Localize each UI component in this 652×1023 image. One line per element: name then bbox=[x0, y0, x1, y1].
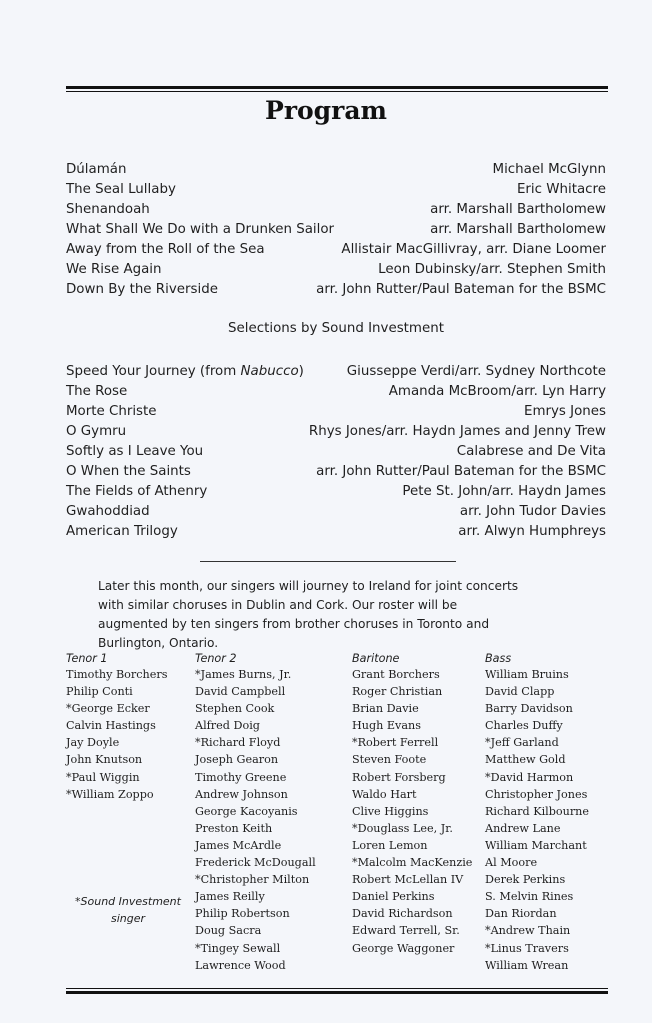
divider bbox=[200, 561, 456, 562]
singer-name: Jay Doyle bbox=[66, 736, 120, 750]
singer-name: Andrew Lane bbox=[485, 821, 561, 835]
singer-name: Al Moore bbox=[485, 856, 538, 870]
singer-name: *William Zoppo bbox=[66, 787, 154, 801]
singer-name: Stephen Cook bbox=[195, 702, 275, 716]
composer: arr. Marshall Bartholomew bbox=[430, 222, 606, 237]
singer-name: William Marchant bbox=[485, 838, 587, 852]
singer-name: Christopher Jones bbox=[485, 787, 588, 801]
singer-name: Loren Lemon bbox=[352, 838, 428, 852]
singer-name: William Wrean bbox=[485, 958, 569, 972]
composer: Leon Dubinsky/arr. Stephen Smith bbox=[378, 262, 606, 277]
singer-name: Robert McLellan IV bbox=[352, 873, 464, 887]
singer-name: Steven Foote bbox=[352, 753, 427, 767]
singer-name: Philip Robertson bbox=[195, 907, 290, 921]
composer: arr. John Tudor Davies bbox=[459, 504, 606, 519]
singer-name: George Kacoyanis bbox=[195, 804, 298, 818]
singer-name: James Reilly bbox=[195, 890, 265, 904]
piece-title: Down By the Riverside bbox=[66, 282, 218, 297]
singer-name: S. Melvin Rines bbox=[485, 890, 574, 904]
singer-name: *Malcolm MacKenzie bbox=[352, 856, 473, 870]
piece-title: Speed Your Journey (from Nabucco) bbox=[66, 364, 304, 379]
singer-name: Derek Perkins bbox=[485, 873, 566, 887]
section-header: Baritone bbox=[352, 652, 400, 665]
piece-title: The Rose bbox=[66, 384, 128, 399]
program-row bbox=[66, 502, 606, 522]
singer-name: Charles Duffy bbox=[485, 719, 563, 733]
singer-name: Waldo Hart bbox=[352, 787, 417, 801]
program-row bbox=[66, 422, 606, 442]
singer-name: *David Harmon bbox=[485, 770, 574, 784]
program-row bbox=[66, 462, 606, 482]
singer-name: Brian Davie bbox=[352, 702, 419, 716]
singer-name: Doug Sacra bbox=[195, 924, 262, 938]
program-row bbox=[66, 200, 606, 220]
singer-name: Calvin Hastings bbox=[66, 719, 156, 733]
singer-name: *George Ecker bbox=[66, 702, 150, 716]
piece-title: Softly as I Leave You bbox=[66, 444, 204, 459]
singer-name: George Waggoner bbox=[352, 941, 455, 955]
roster-column-tenor2 bbox=[195, 651, 316, 974]
singer-name: John Knutson bbox=[66, 753, 143, 767]
singer-name: *Paul Wiggin bbox=[66, 770, 140, 784]
singer-name: David Campbell bbox=[195, 685, 286, 699]
composer: Calabrese and De Vita bbox=[456, 444, 606, 459]
sound-investment-legend: *Sound Investment singer bbox=[75, 895, 181, 925]
piece-title: What Shall We Do with a Drunken Sailor bbox=[66, 222, 335, 237]
singer-name: David Clapp bbox=[485, 685, 555, 699]
piece-title: Morte Christe bbox=[66, 404, 157, 419]
piece-title: The Fields of Athenry bbox=[66, 484, 208, 499]
singer-name: *Christopher Milton bbox=[195, 873, 310, 887]
program-row bbox=[66, 180, 606, 200]
singer-name: Hugh Evans bbox=[352, 719, 421, 733]
singer-name: Frederick McDougall bbox=[195, 856, 316, 870]
program-row bbox=[66, 240, 606, 260]
section-header: Bass bbox=[485, 652, 512, 665]
composer: Amanda McBroom/arr. Lyn Harry bbox=[388, 384, 606, 399]
singer-name: Dan Riordan bbox=[485, 907, 557, 921]
piece-title: The Seal Lullaby bbox=[66, 182, 176, 197]
singer-name: *Robert Ferrell bbox=[352, 736, 439, 750]
singer-name: Roger Christian bbox=[352, 685, 443, 699]
singer-name: Joseph Gearon bbox=[195, 753, 279, 767]
roster-column-baritone bbox=[352, 651, 472, 957]
singer-name: James McArdle bbox=[195, 838, 282, 852]
roster-column-tenor1 bbox=[66, 651, 167, 803]
piece-title: O When the Saints bbox=[66, 464, 191, 479]
composer: arr. Marshall Bartholomew bbox=[430, 202, 606, 217]
roster-column-bass bbox=[485, 651, 589, 974]
composer: Pete St. John/arr. Haydn James bbox=[402, 484, 606, 499]
singer-name: Timothy Borchers bbox=[66, 668, 168, 681]
singer-name: *Douglass Lee, Jr. bbox=[352, 821, 453, 835]
composer: Emrys Jones bbox=[523, 404, 606, 419]
piece-title: Gwahoddiad bbox=[66, 504, 150, 519]
singer-name: Grant Borchers bbox=[352, 668, 440, 681]
singer-name: *Andrew Thain bbox=[485, 924, 571, 938]
singer-name: Alfred Doig bbox=[195, 719, 260, 733]
section-header: Tenor 1 bbox=[66, 652, 108, 665]
program-row bbox=[66, 402, 606, 422]
composer: Michael McGlynn bbox=[492, 162, 606, 177]
page-title: Program bbox=[265, 96, 387, 125]
singer-name: *James Burns, Jr. bbox=[195, 668, 292, 681]
piece-title: O Gymru bbox=[66, 424, 127, 439]
piece-title: Away from the Roll of the Sea bbox=[66, 242, 265, 257]
singer-name: Timothy Greene bbox=[195, 770, 287, 784]
program-row bbox=[66, 220, 606, 240]
singer-name: William Bruins bbox=[485, 668, 569, 681]
composer: Giusseppe Verdi/arr. Sydney Northcote bbox=[346, 364, 606, 379]
program-row bbox=[66, 442, 606, 462]
main-program-list bbox=[66, 160, 606, 300]
composer: Eric Whitacre bbox=[516, 182, 606, 197]
composer: arr. John Rutter/Paul Bateman for the BSMC bbox=[316, 282, 606, 297]
singer-name: David Richardson bbox=[352, 907, 453, 921]
singer-name: *Richard Floyd bbox=[195, 736, 281, 750]
piece-title: We Rise Again bbox=[66, 262, 162, 277]
program-row bbox=[66, 362, 606, 382]
composer: arr. Alwyn Humphreys bbox=[458, 524, 606, 539]
program-row bbox=[66, 260, 606, 280]
top-rule bbox=[66, 86, 608, 92]
singer-name: Preston Keith bbox=[195, 821, 273, 835]
program-row bbox=[66, 160, 606, 180]
program-row bbox=[66, 482, 606, 502]
piece-title: Shenandoah bbox=[66, 202, 150, 217]
selections-heading: Selections by Sound Investment bbox=[228, 321, 444, 336]
singer-name: *Jeff Garland bbox=[485, 736, 559, 750]
singer-name: Robert Forsberg bbox=[352, 770, 446, 784]
selections-program-list bbox=[66, 362, 606, 542]
singer-name: Matthew Gold bbox=[485, 753, 566, 767]
bottom-rule bbox=[66, 988, 608, 994]
program-row bbox=[66, 280, 606, 300]
singer-name: Lawrence Wood bbox=[195, 958, 286, 972]
singer-name: Barry Davidson bbox=[485, 702, 573, 716]
section-header: Tenor 2 bbox=[195, 652, 237, 665]
composer: Allistair MacGillivray, arr. Diane Loomer bbox=[341, 242, 606, 257]
singer-name: Edward Terrell, Sr. bbox=[352, 924, 460, 938]
program-row bbox=[66, 522, 606, 542]
singer-name: Philip Conti bbox=[66, 685, 133, 699]
singer-name: Richard Kilbourne bbox=[485, 804, 589, 818]
singer-name: Clive Higgins bbox=[352, 804, 429, 818]
singer-name: Andrew Johnson bbox=[195, 787, 288, 801]
singer-name: Daniel Perkins bbox=[352, 890, 435, 904]
program-row bbox=[66, 382, 606, 402]
composer: arr. John Rutter/Paul Bateman for the BSMC bbox=[316, 464, 606, 479]
singer-name: *Linus Travers bbox=[485, 941, 569, 955]
tour-note: Later this month, our singers will journey to Ireland for joint concerts with similar choruses in Dublin and Cork. Our roster will be augmented by ten singers from brother choruses in Toronto and Burlington, Ontario. bbox=[98, 579, 519, 650]
piece-title: Dúlamán bbox=[66, 162, 127, 177]
composer: Rhys Jones/arr. Haydn James and Jenny Trew bbox=[308, 424, 606, 439]
piece-title: American Trilogy bbox=[66, 524, 178, 539]
singer-name: *Tingey Sewall bbox=[195, 941, 281, 955]
